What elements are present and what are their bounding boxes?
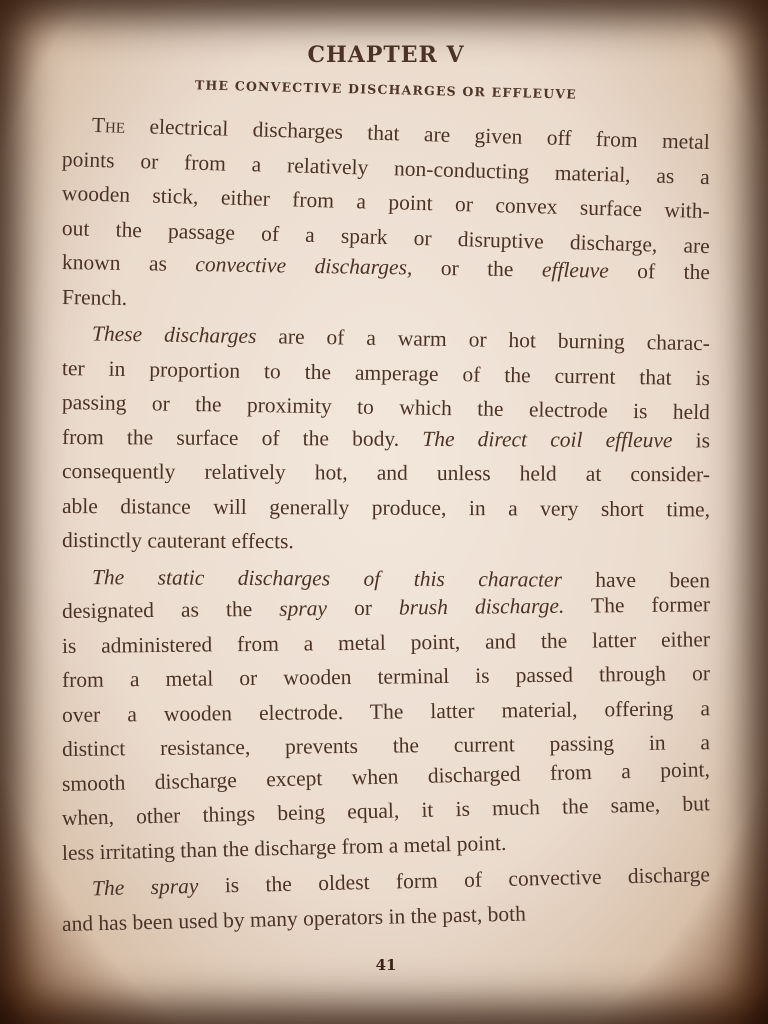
italic-text: effleuve xyxy=(541,257,609,283)
text-line xyxy=(62,454,710,492)
text-run: are of a warm or hot burning charac- xyxy=(256,324,711,356)
body-text xyxy=(62,107,710,941)
text-line xyxy=(62,420,710,458)
text-run: designated as the xyxy=(61,596,280,623)
text-run: French. xyxy=(61,284,128,310)
text-run: consequently relatively hot, and unless held at consider- xyxy=(61,459,711,487)
text-line xyxy=(62,523,710,561)
italic-text: The spray xyxy=(91,873,199,901)
text-run: distinct resistance, prevents the current passing in a xyxy=(61,730,711,761)
text-line xyxy=(62,489,710,527)
text-run: less irritating than the discharge from a metal point. xyxy=(61,830,507,865)
text-run: distinctly cauterant effects. xyxy=(61,528,294,554)
paragraph xyxy=(62,316,710,558)
text-run: The former xyxy=(564,592,711,618)
text-run: smooth discharge except when discharged from a point, xyxy=(61,756,711,796)
italic-text: These discharges xyxy=(91,321,257,349)
text-run: out the passage of a spark or disruptive discharge, are xyxy=(61,215,711,258)
text-run: or the xyxy=(412,255,543,282)
paragraph xyxy=(61,862,711,941)
text-run: passing or the proximity to which the electrode is held xyxy=(61,390,711,425)
chapter-heading: CHAPTER V xyxy=(307,42,465,68)
text-run: over a wooden electrode. The latter material, offering a xyxy=(61,695,711,727)
italic-text: The static discharges of this character xyxy=(91,564,562,592)
italic-text: The direct coil effleuve xyxy=(422,426,673,452)
paragraph xyxy=(62,560,710,871)
text-run: have been xyxy=(561,567,711,592)
chapter-subtitle: THE CONVECTIVE DISCHARGES OR EFFLEUVE xyxy=(194,77,578,102)
paragraph xyxy=(62,107,710,314)
small-caps-text: The xyxy=(91,112,126,138)
text-run: is the oldest form of convective discharge xyxy=(198,862,711,898)
text-run: from the surface of the body. xyxy=(61,424,423,451)
italic-text: brush discharge. xyxy=(398,593,565,620)
text-run: able distance will generally produce, in a very short time, xyxy=(61,493,711,521)
text-run: ter in proportion to the amperage of the current that is xyxy=(61,355,711,390)
italic-text: spray xyxy=(279,596,328,621)
text-run: when, other things being equal, it is much the same, but xyxy=(61,791,711,830)
text-run: and has been used by many operators in the past, both xyxy=(61,900,527,936)
text-run: wooden stick, either from a point or convex surface with- xyxy=(61,181,711,224)
page-number: 41 xyxy=(375,956,397,974)
text-run: or xyxy=(326,595,400,621)
book-page xyxy=(62,36,710,986)
text-run: points or from a relatively non-conducting material, as a xyxy=(61,146,711,189)
text-run: electrical discharges that are given off from metal xyxy=(124,113,711,155)
text-run: known as xyxy=(61,250,196,277)
text-run: from a metal or wooden terminal is passed through or xyxy=(61,661,711,692)
text-run: is administered from a metal point, and the latter either xyxy=(61,626,711,658)
text-run: is xyxy=(672,427,711,452)
text-run: of the xyxy=(608,258,711,285)
italic-text: convective discharges, xyxy=(195,252,413,280)
